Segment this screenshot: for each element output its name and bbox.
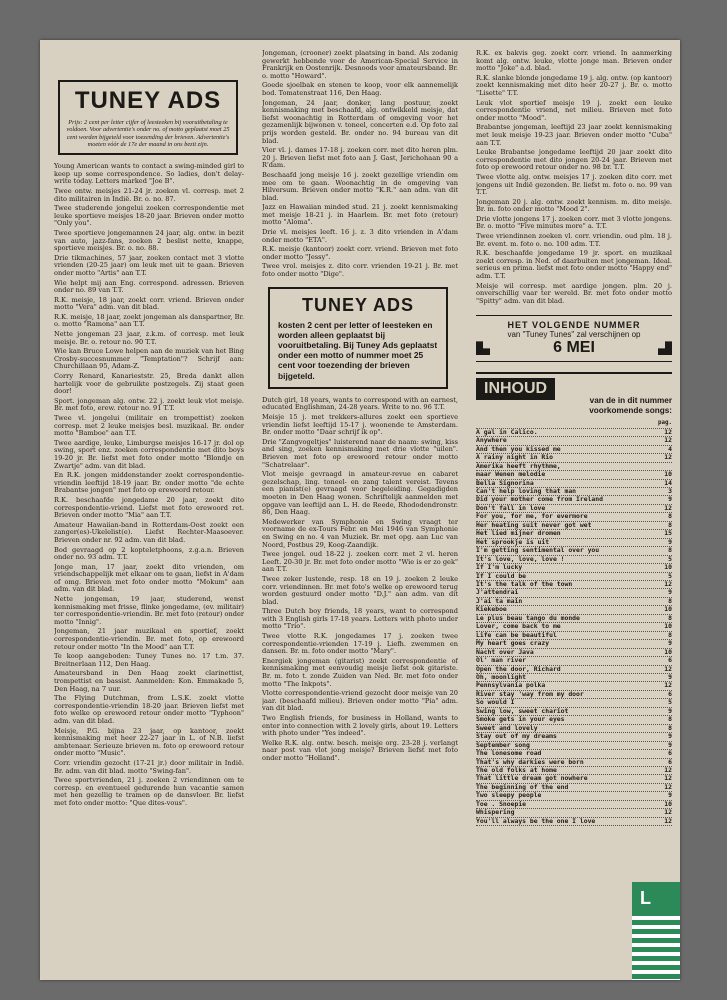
classified-ad: Brabantse jongeman, leeftijd 23 jaar zoekt kennismaking met leuk meisje 19-23 jaar. Brieven onder motto "Cuba" aan T.T. <box>476 123 672 147</box>
song-title: My heart goes crazy <box>476 639 550 648</box>
tuney-ads-price-box <box>268 287 448 389</box>
song-title: That little dream got nowhere <box>476 774 588 783</box>
song-page: 3 <box>668 487 672 496</box>
ads-list-right <box>476 50 672 305</box>
song-title: Smoke gets in your eyes <box>476 715 565 724</box>
song-page: 12 <box>664 782 672 791</box>
song-title: Don't fall in love <box>476 503 546 512</box>
song-page: 9 <box>668 495 672 504</box>
classified-ad: R.K. meisje (kantoor) zoekt corr. vriend. Brieven met foto onder motto "Jessy". <box>262 245 458 261</box>
song-list <box>476 420 672 826</box>
classified-ad: Vlot meisje gevraagd in amateur-revue en cabaret gezelschap, ling. toneel- en zang talent vereist. Tevens een pianist(e) gevraagd voor begeleiding. Gegadigden moeten in Den Haag wonen. Schriftelijk aanmelden met opgave van leeftijd aan L. H. de Reede, Rhododendronstr. 86, Den Haag. <box>262 470 458 517</box>
tuney-ads-header-box <box>58 80 238 155</box>
song-title: So would I <box>476 698 515 707</box>
classified-ad: Welke R.K. alg. ontw. besch. meisje org. 23-28 j. verlangt naar post van vlot jong meisje? Brieven liefst met foto onder motto "Holland". <box>262 738 458 762</box>
song-page: 12 <box>664 453 672 462</box>
song-title: A rainy night in Rio <box>476 453 553 462</box>
song-title: River stay 'way from my door <box>476 689 584 698</box>
song-page: 9 <box>668 537 672 546</box>
page-column-label: pag. <box>658 420 672 427</box>
song-page: 9 <box>668 706 672 715</box>
classified-ad: Beschaafd jong meisje 16 j. zoekt gezellige vriendin om mee om te gaan. Woonachtig in de omgeving van Hilversum. Brieven onder motto "K.R." aan adm. van dit blad. <box>262 170 458 202</box>
classified-ad: Wie helpt mij aan Eng. correspond. adressen. Brieven onder no. 89 van T.T. <box>54 278 244 295</box>
song-title: Het sprookje is uit <box>476 537 550 546</box>
song-title: Two sleepy people <box>476 791 542 800</box>
classified-ad: Twee studerende jongelui zoeken correspondentie met leuke sportieve meisjes 18-20 jaar. Brieven onder motto "Only you". <box>54 204 244 228</box>
song-title: Can't help loving that man <box>476 487 577 496</box>
tuney-ads-price-note: Prijs: 2 cent per letter cijfer of leesteeken bij vooruitbetaling te voldoen. Voor advertentie's onder no. of motto geplaatst moet 25 cent worden bijgeteld voor toezending der brieven. Advertentie's moeten vóór de 17e der maand in ons bezit zijn. <box>66 119 230 148</box>
classified-ad: Drie tikmachines, 57 jaar, zoeken contact met 3 vlotte vrienden (20-25 jaar) om leuk met uit te gaan. Brieven onder motto "Artis" aan T.T. <box>54 253 244 277</box>
song-title: Le plus beau tango du monde <box>476 613 580 622</box>
song-page: 5 <box>668 698 672 707</box>
classified-ad: Nette jongeman, 19 jaar, studerend, wenst kennismaking met frisse, flinke jongedame, (ev. militair) ter correspondentie-vriendin. Br. met foto (retour) onder motto "Innig". <box>54 595 244 626</box>
next-issue-heading: HET VOLGENDE NUMMER <box>507 320 641 331</box>
song-title: The lonesome road <box>476 749 542 758</box>
classified-ad: Wie kan Bruce Lowe helpen aan de muziek van het Bing Crosby-succesnummer "Temptation"? Schrijf aan: Churchillaan 95, Adam-Z. <box>54 347 244 371</box>
classified-ad: Drie "Zangvogeltjes" luisterend naar de naam: swing, kiss and sing, zoeken kennismaking met drie vlotte "uilen". Brieven met foto op erewoord retour onder motto "Schatrelaar". <box>262 437 458 469</box>
classified-ad: Nette jongeman 23 jaar, z.k.m. of corresp. met leuk meisje. Br. o. retour no. 90 T.T. <box>54 330 244 346</box>
song-title: A gal in Calico. <box>476 427 538 436</box>
ads-list-left <box>54 163 244 807</box>
classified-ad: Meisje, P.G. bijna 23 jaar, op kantoor, zoekt kennismaking met heer 22-27 jaar in L. of N.B. liefst ambtenaar. Serieuze brieven m. foto op erewoord retour onder motto "Music". <box>54 726 244 758</box>
classified-ad: Twee zeker lustende, resp. 18 en 19 j. zoeken 2 leuke corr. vriendinnen. Br. met foto's welke op erewoord terug worden gestuurd onder motto "D.J." aan adm. van dit blad. <box>262 574 458 606</box>
song-page: 9 <box>668 588 672 597</box>
song-page: 9 <box>668 740 672 749</box>
song-page: 10 <box>664 647 672 656</box>
classified-ad: Leuk vlot sportief meisje 19 j. zoekt een leuke correspondentie vriend, net milieu. Brieven met foto onder motto "Mood". <box>476 98 672 122</box>
classified-ad: Amateursband in Den Haag zoekt clarinettist, trompettist en bassist. Aanmelden: Kon. Emmakade 5, Den Haag, na 7 uur. <box>54 669 244 693</box>
song-title: September song <box>476 740 530 749</box>
song-page: 5 <box>668 571 672 580</box>
song-title: Kiekeboe <box>476 605 507 614</box>
classified-ad: Twee aardige, leuke, Limburgse meisjes 16-17 jr. dol op swing, sport enz. zoeken correspondentie met dito boys 19-20 jr. Br. liefst met foto onder motto "Blondje en Zwartje" adm. van dit blad. <box>54 438 244 470</box>
classified-ad: Corr. vriendin gezocht (17-21 jr.) door militair in Indië. Br. adm. van dit blad. motto "Swing-fan". <box>54 758 244 775</box>
song-title: That's why darkies were born <box>476 757 584 766</box>
classified-ad: R.K. slanke blonde jongedame 19 j. alg. ontw. (op kantoor) zoekt kennismaking met dito heer 20-27 j. Br. o. motto "Lisette" T.T. <box>476 73 672 97</box>
classified-ad: En R.K. jongen middenstander zoekt correspondentie-vriendin leeftijd 18-19 jaar. Br. onder motto "de echte Brabantse jongen" met foto op erewoord retour. <box>54 471 244 495</box>
tuney-ads-box-title: TUNEY ADS <box>301 294 415 315</box>
ads-list-middle-top <box>262 50 458 279</box>
classified-ad: Jazz en Hawaiian minded stud. 21 j. zoekt kennismaking met meisje 18-21 j. in Haarlem. Br. met foto (retour) motto "Aloma". <box>262 203 458 227</box>
classified-ad: Twee vl. jongelui (militair en trompettist) zoeken corresp. met 2 leuke meisjes besl. muzikaal. Br. onder motto "Bamboe" aan T.T. <box>54 414 244 438</box>
side-tab-stripes <box>632 916 680 980</box>
song-title: Bella Signorina <box>476 478 534 487</box>
contents-desc-line1: van de in dit nummer <box>589 396 672 406</box>
magazine-page <box>40 40 680 980</box>
song-title: It's the talk of the town <box>476 580 573 589</box>
song-page: 12 <box>664 808 672 817</box>
contents-title: INHOUD <box>476 378 555 400</box>
classified-ad: Sport. jongeman alg. ontw. 22 j. zoekt leuk vlot meisje. Br. met foto, erew. retour no. 91 T.T. <box>54 396 244 413</box>
classified-ad: Twee vlotte R.K. jongedames 17 j. zoeken twee correspondentie-vrienden 17-19 j. Liefh. zwemmen en dansen. Br. m. foto onder motto "Mary". <box>262 632 458 656</box>
classified-ad: Vier vl. j. dames 17-18 j. zoeken corr. met dito heren plm. 20 j. Brieven liefst met foto aan J. Gast, Jerichohaan 90 a R'dam. <box>262 146 458 170</box>
song-page: 12 <box>664 765 672 774</box>
song-page: 8 <box>668 520 672 529</box>
song-title: Lover, come back to me <box>476 622 561 631</box>
classified-ad: Three Dutch boy friends, 18 years, want to correspond with 3 English girls 17-18 years. Letters with photo under motto "Trio". <box>262 607 458 631</box>
song-title: Amerika heeft rhythme, <box>476 461 561 470</box>
classified-ad: Jongeman 20 j. alg. ontw. zoekt kennism. m. dito meisje. Br. m. foto onder motto "Mood 2". <box>476 197 672 214</box>
song-title: You'll always be the one I love <box>476 816 596 825</box>
song-page: 10 <box>664 622 672 631</box>
song-title: For you, for me, for evermore <box>476 512 588 521</box>
song-title: Did your mother come from Ireland <box>476 495 603 504</box>
song-title: Her heating suit never got wet <box>476 520 592 529</box>
classified-ad: Jongeman, 21 jaar muzikaal en sportief, zoekt correspondentie-vriendin. Br. met foto, op erewoord retour onder motto "In the Mood" aan T.T. <box>54 627 244 651</box>
song-title: Toe . Snoepie <box>476 799 527 808</box>
song-page: 8 <box>668 613 672 622</box>
song-title: Life can be beautiful <box>476 630 557 639</box>
song-title: Anywhere <box>476 436 507 445</box>
classified-ad: Twee sportieve jongemannen 24 jaar, alg. ontw. in bezit van auto, jazz-fans, zoeken 2 beslist nette, knappe, sportieve meisjes. Br. o. no. 88. <box>54 228 244 253</box>
song-title: Ol' man river <box>476 656 527 665</box>
song-title: The old folks at home <box>476 765 557 774</box>
classified-ad: Twee jongel. oud 18-22 j. zoeken corr. met 2 vl. heren Leeft. 20-30 jr. Br. met foto onder motto "Wie is er zo gek" aan T.T. <box>262 550 458 574</box>
song-title: J'ai ta main <box>476 596 523 605</box>
song-page: 12 <box>664 427 672 436</box>
classified-ad: Meisje wil corresp. met aardige jongen. plm. 20 j. onverschillig vaar ter wereld. Br. met foto onder motto "Spitty" adm. van dit blad. <box>476 281 672 305</box>
song-title: Sweet and lovely <box>476 723 538 732</box>
song-page: 6 <box>668 749 672 758</box>
song-page: 9 <box>668 732 672 741</box>
song-title: I'm getting sentimental over you <box>476 546 600 555</box>
song-page: 14 <box>664 478 672 487</box>
song-title: Nacht over Java <box>476 647 534 656</box>
song-title: If I could be <box>476 571 527 580</box>
song-page: 10 <box>664 563 672 572</box>
classified-ad: Goede sjoelbak en stenen te koop, voor elk aannemelijk bod. Tomatenstraat 116, Den Haag. <box>262 81 458 97</box>
song-title: Oh, moonlight <box>476 673 527 681</box>
classified-ad: Te koop aangeboden: Tuney Tunes no. 17 t.m. 37. Breitnerlaan 112, Den Haag. <box>54 652 244 668</box>
song-page: 12 <box>664 816 672 825</box>
song-page: 8 <box>668 630 672 639</box>
side-tab-label: L <box>640 888 651 908</box>
classified-ad: Jongeman, (crooner) zoekt plaatsing in band. Als zodanig gewerkt hebbende voor de American-Special Service in Frankrijk en Oostenrijk. Desnoods voor amateursband. Br. o. motto "Howard". <box>262 50 458 80</box>
song-page: 6 <box>668 689 672 698</box>
classified-ad: R.K. beschaafde jongedame 20 jaar, zoekt dito correspondentie-vriend. Liefst met foto erewoord ret. Brieven onder motto "Mia" aan T.T. <box>54 495 244 520</box>
song-page: 12 <box>664 681 672 690</box>
contents-desc-line2: voorkomende songs: <box>589 406 672 416</box>
song-title: Het lied mijner dromen <box>476 529 561 538</box>
next-issue-date: 6 MEI <box>553 339 595 357</box>
song-title: And then you kissed me <box>476 444 561 453</box>
song-page: 9 <box>668 639 672 648</box>
classified-ad: Medewerker van Symphonie en Swing vraagt ter voorname de ex-Tours Febr. en Mei 1946 van Symphonie en Swing en no. 4 van Muziek. Br. met opg. aan Luc van Noord, Postbus 29, Koog-Zaandijk. <box>262 517 458 549</box>
song-row <box>476 818 672 826</box>
classified-ad: Twee vriendinnen zoeken vl. corr. vriendin. oud plm. 18 j. Br. event. m. foto o. no. 100 adm. T.T. <box>476 232 672 248</box>
song-page: 9 <box>668 791 672 800</box>
song-title: Open the door, Richard <box>476 664 561 673</box>
song-page: 10 <box>664 605 672 614</box>
song-title: Stay out of my dreams <box>476 732 557 741</box>
classified-ad: Meisje 15 j. met trekkers-allures zoekt een sportieve vriendin liefst leeftijd 15-17 j. woonende te Amsterdam. Br. onder motto "Daar schrijf ik op". <box>262 413 458 437</box>
classified-ad: Drie vl. meisjes leeft. 16 j. z. 3 dito vrienden in A'dam onder motto "ETA". <box>262 228 458 244</box>
song-page: 12 <box>664 580 672 589</box>
song-page: 8 <box>668 512 672 521</box>
song-title: maar Wenen melodie <box>476 470 546 479</box>
song-page: 10 <box>664 799 672 808</box>
classified-ad: Amateur Hawaiian-band in Rotterdam-Oost zoekt een zanger(es)-Ukelelist(e). Liefst Rechter-Maasoever. Brieven onder nr. 92 adm. van dit blad. <box>54 520 244 544</box>
song-page: 8 <box>668 596 672 605</box>
classified-ad: Drie vlotte jongens 17 j. zoeken corr. met 3 vlotte jongens. Br. o. motto "Five minutes more" a. T.T. <box>476 214 672 231</box>
song-page: 12 <box>664 774 672 783</box>
classified-ad: Vlotte correspondentie-vriend gezocht door meisje van 20 jaar. (beschaafd milieu). Brieven onder motto "Pia" adm. van dit blad. <box>262 689 458 713</box>
classified-ad: Dutch girl, 18 years, wants to correspond with an earnest, educated Englishman, 24-28 years. Write to no. 96 T.T. <box>262 395 458 412</box>
song-page: 12 <box>664 436 672 445</box>
song-page: 12 <box>664 503 672 512</box>
song-title: It's love, love, love ! <box>476 554 565 563</box>
classified-ad: R.K. meisje, 18 jaar, zoekt jongeman als danspartner, Br. o. motto "Ramona" aan T.T. <box>54 312 244 329</box>
column-right <box>476 50 672 970</box>
classified-ad: Corry Renard, Kanarieststr. 25, Breda dankt allen hartelijk voor de gebruikte postzegels. Zij staat geen door! <box>54 372 244 396</box>
song-title: Whispering <box>476 808 515 817</box>
classified-ad: R.K. meisje, 18 jaar, zoekt corr. vriend. Brieven onder motto "Vera" adm. van dit blad. <box>54 295 244 312</box>
song-page: 8 <box>668 723 672 732</box>
classified-ad: Twee vrol. meisjes z. dito corr. vrienden 19-21 j. Br. met foto onder motto "Dige". <box>262 262 458 279</box>
classified-ad: Twee vlotte alg. ontw. meisjes 17 j. zoeken dito corr. met jongens uit Indië gezonden. Br. liefst m. foto o. no. 99 van T.T. <box>476 172 672 197</box>
song-page: 6 <box>668 757 672 766</box>
classified-ad: R.K. beschaafde jongedame 19 jr. sport. en muzikaal zoekt corresp. in Ned. of daarbuiten met jongeman. Ideal. serieus en prima. liefst met foto onder motto "Happy end" adm. T.T. <box>476 249 672 281</box>
song-title: Pennsylvania polka <box>476 681 546 690</box>
column-left <box>54 50 244 970</box>
classified-ad: Twee ontw. meisjes 21-24 jr. zoeken vl. corresp. met 2 dito militairen in Indië. Br. o. no. 87. <box>54 186 244 203</box>
classified-ad: Two English friends, for business in Holland, wants to enter into connection with 2 lovely girls, about 19. Letters with photo under "Yes indeed". <box>262 714 458 738</box>
song-page: 6 <box>668 656 672 665</box>
song-page: 15 <box>664 529 672 538</box>
classified-ad: Young American wants to contact a swing-minded girl to keep up some correspondence. So ladies, don't delay-write today. Letters marked "Joe B". <box>54 162 244 186</box>
song-page: 8 <box>668 546 672 555</box>
classified-ad: Energiek jongeman (gitarist) zoekt correspondentie of kennismaking met eenvoudig meisje liefst ook gitariste. Br. m. foto t. zonde Zuiden van Ned. Br. met foto onder motto "The Inkpots". <box>262 656 458 688</box>
song-page: 8 <box>668 715 672 724</box>
contents-section <box>476 372 672 826</box>
song-title: Swing low, sweet chariot <box>476 706 569 715</box>
tuney-ads-box-text: kosten 2 cent per letter of leesteken en worden alleen geplaatst bij vooruitbetaling. Bij Tuney Ads geplaatst onder een motto of nummer moet 25 cent voor toezending der brieven bijgeteld. <box>278 319 438 381</box>
song-page: 5 <box>668 554 672 563</box>
next-issue-text: van "Tuney Tunes" zal verschijnen op <box>507 330 641 340</box>
classified-ad: Twee sportvrienden, 21 j. zoeken 2 vriendinnen om te corresp. en eventueel gedurende hun vacantie samen met hen gezellig te tramen op de dansvloer. Br. liefst met foto onder motto: "Que dites-vous". <box>54 776 244 807</box>
side-tab <box>632 882 680 980</box>
classified-ad: Jongeman, 24 jaar, donker, lang postuur, zoekt kennismaking met beschaafd, alg. ontwikkeld meisje, dat liefst woonachtig in Rotterdam of omgeving voor het gezamenlijk bijwonen v. toneel, concerten e.d. Op foto zal prijs worden gesteld. Br. onder no. 94 bureau van dit blad. <box>262 98 458 145</box>
tuney-ads-title: TUNEY ADS <box>74 87 222 114</box>
song-title: J'attendrai <box>476 588 519 597</box>
song-page: 12 <box>664 664 672 673</box>
song-page: 9 <box>668 673 672 681</box>
next-issue-notice <box>476 315 672 362</box>
song-page: 10 <box>664 470 672 479</box>
classified-ad: The Flying Dutchman, from L.S.K. zoekt vlotte correspondentie-vriendin 18-20 jaar. Brieven liefst met foto welke op erewoord retour onder motto "Typhoon" adm. van dit blad. <box>54 694 244 725</box>
classified-ad: Bod gevraagd op 2 kopteletphoons, z.g.a.n. Brieven onder no. 93 adm. T.T. <box>54 545 244 562</box>
song-page: 4 <box>668 444 672 453</box>
classified-ad: Jonge man, 17 jaar, zoekt dito vrienden, om vriendschappelijk met elkaar om te gaan, liefst in A'dam of omg. Brieven met foto onder motto "Mokum" aan adm. van dit blad. <box>54 562 244 594</box>
ads-list-middle-bottom <box>262 397 458 763</box>
song-title: The beginning of the end <box>476 782 569 791</box>
classified-ad: Leuke Brabantse jongedame leeftijd 20 jaar zoekt dito correspondentie met dito jongen 20-24 jaar. Brieven met foto op erewoord retour onder no. 98 br. T.T. <box>476 148 672 172</box>
song-title: If I'm lucky <box>476 563 523 572</box>
column-middle <box>262 50 458 970</box>
classified-ad: R.K. ex bakvis geg. zoekt corr. vriend. In aanmerking komt alg. ontw. leuke, vlotte jonge man. Brieven onder motto "Joke" a.d. blad. <box>476 50 672 73</box>
